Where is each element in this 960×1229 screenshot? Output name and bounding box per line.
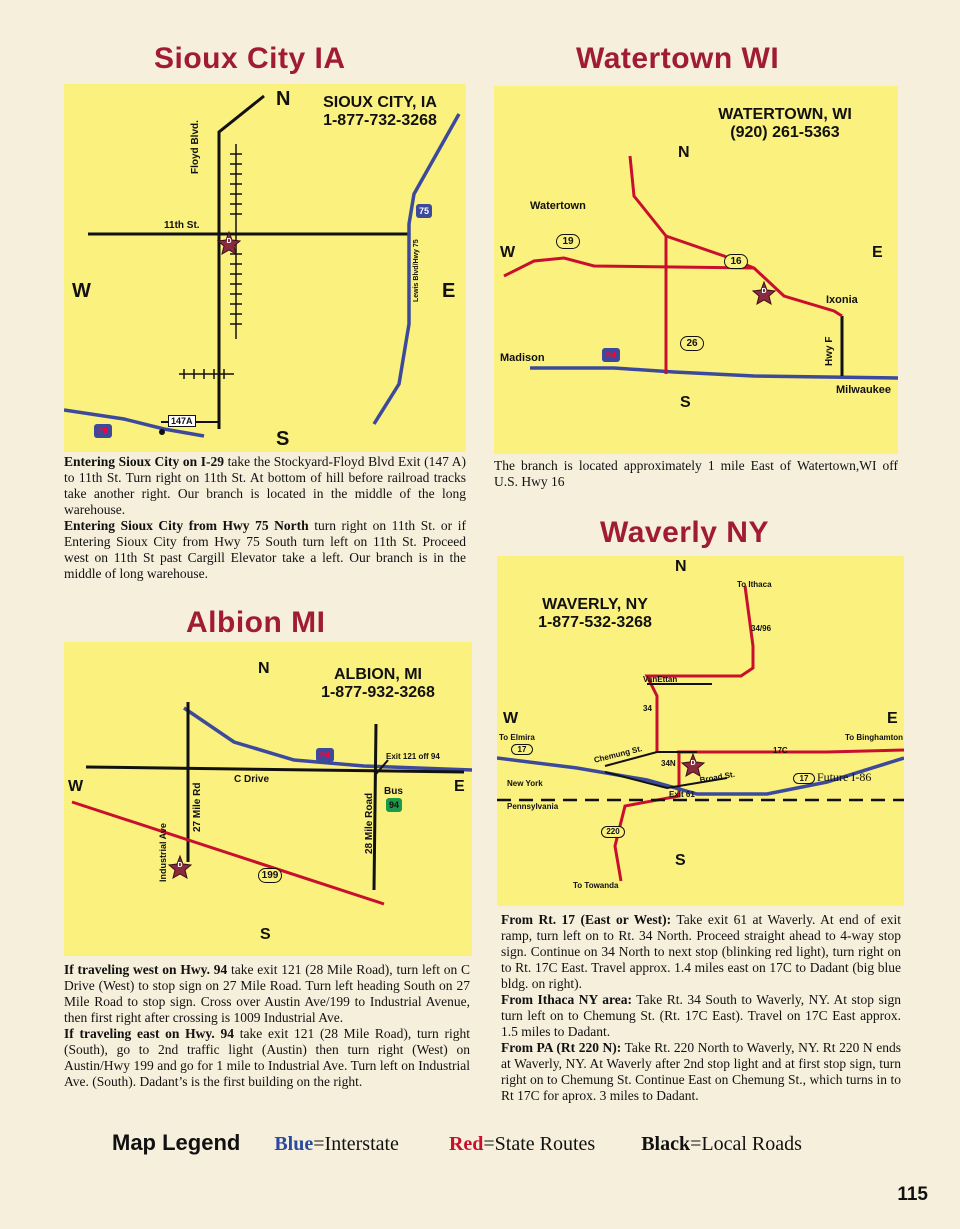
watertown-dir-n: N — [678, 144, 690, 161]
albion-label-28mile: 28 Mile Road — [364, 792, 375, 854]
page-number: 115 — [897, 1184, 928, 1205]
albion-map-header — [308, 666, 448, 702]
albion-dir-e: E — [454, 778, 465, 795]
sioux-marker: D — [226, 238, 232, 245]
sioux-map-header — [310, 94, 450, 130]
sioux-map-header-name: SIOUX CITY, IA — [323, 94, 437, 111]
waverly-p2-text: Take Rt. 34 South to Waverly, NY. At stop sign turn left on to Chemung St. (Rt. 17C East). Travel on 17C East approx. 1.5 miles to Dadant. — [501, 992, 901, 1039]
waverly-directions — [501, 912, 901, 1104]
sioux-i29-shield: 29 — [94, 424, 112, 438]
waverly-map-header-phone: 1-877-532-3268 — [538, 614, 652, 631]
albion-marker: D — [177, 862, 183, 869]
waverly-dir-w: W — [503, 710, 519, 727]
watertown-map-header-name: WATERTOWN, WI — [718, 106, 852, 123]
albion-p1-bold: If traveling west on Hwy. 94 — [64, 962, 228, 977]
legend-blue-word: Blue — [274, 1133, 314, 1155]
watertown-label-hwyf: Hwy F — [824, 336, 835, 366]
sioux-label-11th: 11th St. — [164, 220, 200, 231]
albion-i94-shield: 94 — [316, 748, 334, 762]
sioux-dir-w: W — [72, 280, 91, 302]
waverly-label-penn: Pennsylvania — [507, 802, 559, 811]
legend-black-text: =Local Roads — [690, 1133, 802, 1155]
waverly-dir-e: E — [887, 710, 898, 727]
albion-p1-text: take exit 121 (28 Mile Road), turn left on C Drive (West) to stop sign on 27 Mile Road. Turn left heading South on 27 Mile Road to stop sign. Cross over Austin Ave/199 to Industrial Avenue, then first right after crossing is 1009 Industrial Ave. — [64, 962, 470, 1025]
sioux-p1-text: take the Stockyard-Floyd Blvd Exit (147 A) to 11th St. Turn right on 11th St. At bottom of hill before railroad tracks take another right. Our branch is located in the middle of the long warehouse. — [64, 454, 466, 517]
legend-title: Map Legend — [112, 1130, 241, 1155]
legend-black-word: Black — [641, 1133, 691, 1155]
albion-map-header-phone: 1-877-932-3268 — [321, 684, 435, 701]
waverly-marker: D — [690, 760, 696, 767]
watertown-route-19: 19 — [556, 234, 580, 249]
waverly-label-broad: Broad St. — [699, 769, 736, 785]
albion-bus94-shield: 94 — [386, 798, 402, 812]
waverly-label-future: Future I-86 — [817, 770, 872, 784]
albion-map — [64, 642, 472, 956]
watertown-dir-s: S — [680, 394, 691, 411]
waverly-label-34: 34 — [643, 704, 652, 713]
sioux-label-lewis: Lewis Blvd/Hwy 75 — [413, 239, 420, 302]
watertown-map — [494, 86, 898, 454]
albion-label-27mile: 27 Mile Rd — [192, 782, 203, 832]
watertown-label-ixonia: Ixonia — [826, 294, 858, 306]
albion-label-bus: Bus — [384, 786, 403, 797]
sioux-directions — [64, 454, 466, 582]
watertown-map-header — [700, 106, 870, 142]
watertown-label-milwaukee: Milwaukee — [836, 384, 892, 396]
albion-label-industrial: Industrial Ave — [158, 823, 168, 882]
sioux-dir-n: N — [276, 88, 291, 110]
waverly-route-220: 220 — [601, 826, 625, 838]
sioux-hwy75-shield: 75 — [416, 204, 432, 218]
albion-p2-text: take exit 121 (28 Mile Road), turn right (South), go to 2nd traffic light (Austin) then turn right (West) on Austin/Hwy 199 and go for 1 mile to Industrial Ave. Turn left on Industrial Ave. (South). Dadant’s is the first building on the right. — [64, 1026, 470, 1089]
waverly-label-elmira: To Elmira — [499, 733, 535, 742]
watertown-dir-w: W — [500, 244, 516, 261]
albion-label-exit: Exit 121 off 94 — [386, 752, 440, 761]
albion-p2-bold: If traveling east on Hwy. 94 — [64, 1026, 235, 1041]
waverly-route-17-future: 17 — [793, 773, 815, 784]
waverly-dir-s: S — [675, 852, 686, 869]
sioux-map-header-phone: 1-877-732-3268 — [323, 112, 437, 129]
sioux-roads — [64, 84, 466, 452]
watertown-label-madison: Madison — [500, 352, 545, 364]
sioux-p2-text: turn right on 11th St. or if Entering Sioux City from Hwy 75 South turn left on 11th St. Proceed west on 11th St past Cargill Elevator take a left. Our branch is in the middle of long warehouse. — [64, 518, 466, 581]
sioux-p1-bold: Entering Sioux City on I-29 — [64, 454, 224, 469]
watertown-title: Watertown WI — [576, 42, 780, 75]
waverly-map-header — [525, 596, 665, 632]
waverly-label-towanda: To Towanda — [573, 881, 619, 890]
watertown-route-26: 26 — [680, 336, 704, 351]
sioux-map — [64, 84, 466, 452]
watertown-marker: D — [761, 288, 767, 295]
albion-dir-s: S — [260, 926, 271, 943]
waverly-route-17: 17 — [511, 744, 533, 755]
map-legend — [112, 1130, 802, 1156]
waverly-label-binghamton: To Binghamton — [845, 733, 904, 742]
waverly-label-chemung: Chemung St. — [593, 744, 644, 765]
sioux-label-floyd: Floyd Blvd. — [190, 120, 201, 174]
waverly-label-ithaca: To Ithaca — [737, 580, 772, 589]
waverly-label-3496: 34/96 — [751, 624, 772, 633]
sioux-dir-e: E — [442, 280, 456, 302]
sioux-dir-s: S — [276, 428, 290, 450]
watertown-i94-shield: 94 — [602, 348, 620, 362]
sioux-exit-label: 147A — [168, 415, 196, 427]
waverly-p1-bold: From Rt. 17 (East or West): — [501, 912, 672, 927]
albion-dir-w: W — [68, 778, 84, 795]
watertown-label-watertown: Watertown — [530, 200, 586, 212]
sioux-title: Sioux City IA — [154, 42, 346, 75]
albion-directions — [64, 962, 470, 1090]
watertown-dir-e: E — [872, 244, 883, 261]
watertown-map-header-phone: (920) 261-5363 — [730, 124, 840, 141]
waverly-map-header-name: WAVERLY, NY — [542, 596, 648, 613]
waverly-label-newyork: New York — [507, 779, 543, 788]
albion-dir-n: N — [258, 660, 270, 677]
waverly-title: Waverly NY — [600, 516, 769, 549]
albion-label-cdrive: C Drive — [234, 774, 270, 785]
waverly-label-17c: 17C — [773, 746, 788, 755]
waverly-label-34n: 34N — [661, 759, 676, 768]
sioux-p2-bold: Entering Sioux City from Hwy 75 North — [64, 518, 309, 533]
waverly-p3-text: Take Rt. 220 North to Waverly, NY. Rt 220 N ends at Waverly, NY. At Waverly after 2nd stop light and at first stop sign, turn right on to Chemung St. Continue East on Chemung St., which turns in to Rt 17C for aprox. 3 miles to Dadant. — [501, 1040, 901, 1103]
waverly-p1-text: Take exit 61 at Waverly. At end of exit ramp, turn left on to Rt. 34 North. Proceed straight ahead to 4-way stop sign. Continue on 34 North to next stop (blinking red light), turn right on to Rt. 17C East. Travel approx. 1.4 miles east on 17C to Dadant (big blue bldg. on right). — [501, 912, 901, 991]
waverly-p2-bold: From Ithaca NY area: — [501, 992, 632, 1007]
waverly-map — [497, 556, 904, 906]
legend-red-text: =State Routes — [483, 1133, 596, 1155]
legend-blue-text: =Interstate — [313, 1133, 399, 1155]
waverly-p3-bold: From PA (Rt 220 N): — [501, 1040, 622, 1055]
waverly-label-exit61: Exit 61 — [669, 790, 695, 799]
legend-red-word: Red — [448, 1133, 484, 1155]
watertown-route-16: 16 — [724, 254, 748, 269]
waverly-dir-n: N — [675, 558, 687, 575]
albion-route-199: 199 — [258, 868, 282, 883]
albion-map-header-name: ALBION, MI — [334, 666, 422, 683]
albion-title: Albion MI — [186, 606, 326, 639]
waverly-label-vanettan: VanEttan — [643, 675, 678, 684]
watertown-directions: The branch is located approximately 1 mile East of Watertown,WI off U.S. Hwy 16 — [494, 458, 898, 489]
